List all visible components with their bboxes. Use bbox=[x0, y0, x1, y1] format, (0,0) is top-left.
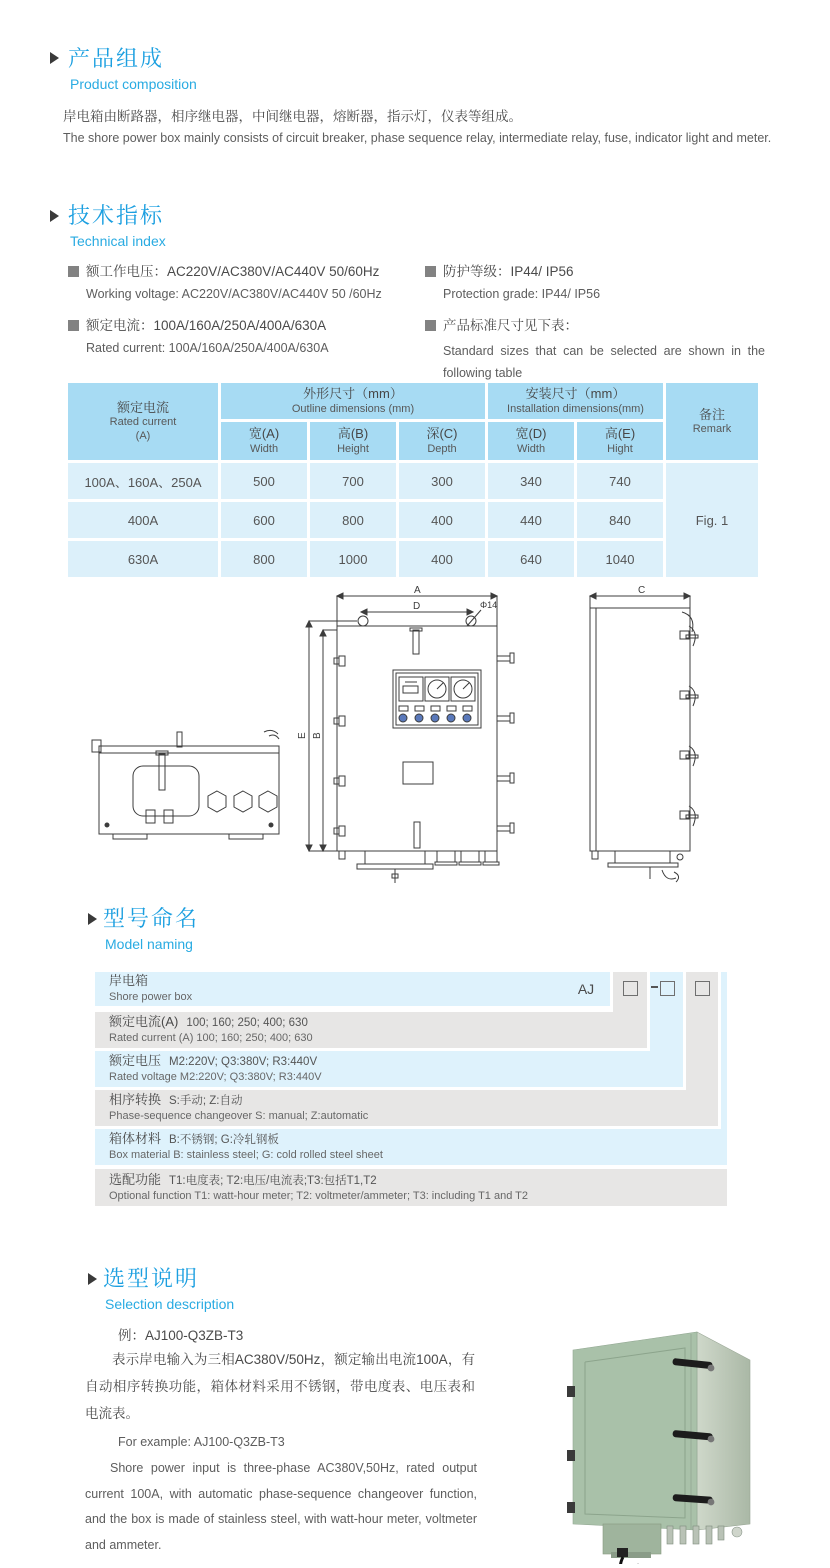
section-arrow-icon bbox=[88, 913, 97, 925]
naming-row-box-material: 箱体材料 B:不锈钢; G:冷轧钢板 Box material B: stainless steel; G: cold rolled steel sheet bbox=[95, 1129, 727, 1165]
table-row: 400A 600 800 400 440 840 bbox=[68, 502, 758, 538]
section-title-selection: 选型说明 bbox=[103, 1266, 200, 1291]
naming-row-rated-current: 额定电流(A) 100; 160; 250; 400; 630 Rated current (A) 100; 160; 250; 400; 630 bbox=[95, 1012, 647, 1048]
product-photo bbox=[545, 1302, 817, 1564]
bullet-square-icon bbox=[425, 320, 436, 331]
model-naming-diagram bbox=[95, 972, 727, 1208]
cell-remark: Fig. 1 bbox=[666, 463, 758, 577]
section-title-technical-index: 技术指标 bbox=[68, 203, 165, 228]
code-box-optional bbox=[695, 981, 710, 996]
table-header-rated-current: 额定电流 Rated current (A) bbox=[68, 383, 218, 460]
hinge-icons bbox=[334, 656, 345, 836]
table-header-installation: 安装尺寸（mm） Installation dimensions(mm) bbox=[488, 383, 663, 419]
table-subheader-depth-c: 深(C) Depth bbox=[399, 422, 485, 460]
section-title-product-composition: 产品组成 bbox=[68, 46, 165, 71]
naming-row-rated-voltage: 额定电压 M2:220V; Q3:380V; R3:440V Rated voltage M2:220V; Q3:380V; R3:440V bbox=[95, 1051, 683, 1087]
selection-example-zh: 例：AJ100-Q3ZB-T3 bbox=[118, 1328, 244, 1343]
table-row: 630A 800 1000 400 640 1040 bbox=[68, 541, 758, 577]
section-subtitle-product-composition: Product composition bbox=[70, 76, 197, 92]
section-arrow-icon bbox=[88, 1273, 97, 1285]
technical-drawing bbox=[85, 578, 785, 888]
indicator-lamps bbox=[399, 706, 472, 722]
latch-icons bbox=[497, 653, 514, 833]
selection-paragraph-en: Shore power input is three-phase AC380V,50Hz, rated output current 100A, with automatic phase-sequence changeover function, and the box is made of stainless steel, with watt-hour meter, voltmeter and ammeter. bbox=[85, 1461, 477, 1552]
tech-item-sizes-zh: 产品标准尺寸见下表： bbox=[425, 314, 578, 334]
table-subheader-hight-e: 高(E) Hight bbox=[577, 422, 663, 460]
tech-item-sizes-en: Standard sizes that can be selected are shown in the following table bbox=[443, 344, 765, 380]
code-box-voltage-phase bbox=[660, 981, 675, 996]
bullet-square-icon bbox=[425, 266, 436, 277]
tech-item-current-zh: 额定电流：100A/160A/250A/400A/630A bbox=[68, 314, 326, 334]
dimensions-table bbox=[65, 380, 761, 580]
dim-label-e: E bbox=[297, 732, 308, 739]
table-header-outline: 外形尺寸（mm） Outline dimensions (mm) bbox=[221, 383, 485, 419]
table-subheader-height-b: 高(B) Height bbox=[310, 422, 396, 460]
section-title-model-naming: 型号命名 bbox=[103, 906, 200, 931]
tech-item-current-en: Rated current: 100A/160A/250A/400A/630A bbox=[86, 341, 329, 355]
cabinet-lock bbox=[617, 1548, 628, 1557]
table-subheader-width-d: 宽(D) Width bbox=[488, 422, 574, 460]
selection-example-en: For example: AJ100-Q3ZB-T3 bbox=[118, 1435, 285, 1449]
table-row: 100A、160A、250A 500 700 300 340 740 Fig. 1 bbox=[68, 463, 758, 499]
code-box-current bbox=[623, 981, 638, 996]
model-code-prefix: AJ bbox=[577, 981, 595, 997]
meter-panel bbox=[393, 670, 481, 728]
section-arrow-icon bbox=[50, 52, 59, 64]
naming-row-shore-power-box: 岸电箱 Shore power box bbox=[95, 972, 610, 1006]
section-arrow-icon bbox=[50, 210, 59, 222]
cabinet-base bbox=[603, 1524, 661, 1554]
dim-label-c: C bbox=[638, 585, 646, 596]
tech-item-voltage-zh: 额工作电压：AC220V/AC380V/AC440V 50/60Hz bbox=[68, 260, 379, 280]
dim-label-phi: Φ14 bbox=[480, 600, 498, 610]
section-subtitle-technical-index: Technical index bbox=[70, 233, 166, 249]
table-header-remark: 备注 Remark bbox=[666, 383, 758, 460]
table-subheader-width-a: 宽(A) Width bbox=[221, 422, 307, 460]
cabinet-handle-hook bbox=[621, 1557, 638, 1564]
bullet-square-icon bbox=[68, 320, 79, 331]
code-column-outer bbox=[721, 972, 727, 1129]
naming-row-optional-function: 选配功能 T1:电度表; T2:电压/电流表;T3:包括T1,T2 Optional function T1: watt-hour meter; T2: voltmeter/ammeter; T3: including T1 and T2 bbox=[95, 1169, 727, 1206]
naming-row-phase-sequence: 相序转换 S:手动; Z:自动 Phase-sequence changeover S: manual; Z:automatic bbox=[95, 1090, 718, 1126]
side-latch-icons bbox=[680, 626, 698, 826]
dim-label-b: B bbox=[312, 732, 323, 739]
code-separator-dash bbox=[651, 986, 658, 988]
product-composition-text-en: The shore power box mainly consists of circuit breaker, phase sequence relay, intermediate relay, fuse, indicator light and meter. bbox=[63, 131, 772, 145]
tech-item-protection-en: Protection grade: IP44/ IP56 bbox=[443, 287, 601, 301]
section-subtitle-selection: Selection description bbox=[105, 1296, 235, 1312]
tech-item-protection-zh: 防护等级：IP44/ IP56 bbox=[425, 260, 574, 280]
product-composition-text-zh: 岸电箱由断路器，相序继电器，中间继电器，熔断器，指示灯，仪表等组成。 bbox=[63, 109, 522, 124]
cell-current: 100A、160A、250A bbox=[68, 463, 218, 499]
dim-label-a: A bbox=[414, 585, 421, 596]
selection-paragraph-zh: 表示岸电输入为三相AC380V/50Hz，额定输出电流100A，有自动相序转换功能，箱体材料采用不锈钢，带电度表、电压表和电流表。 bbox=[85, 1352, 475, 1421]
section-subtitle-model-naming: Model naming bbox=[105, 936, 193, 952]
tech-item-voltage-en: Working voltage: AC220V/AC380V/AC440V 50 /60Hz bbox=[86, 287, 382, 301]
dim-label-d: D bbox=[413, 601, 421, 612]
bullet-square-icon bbox=[68, 266, 79, 277]
